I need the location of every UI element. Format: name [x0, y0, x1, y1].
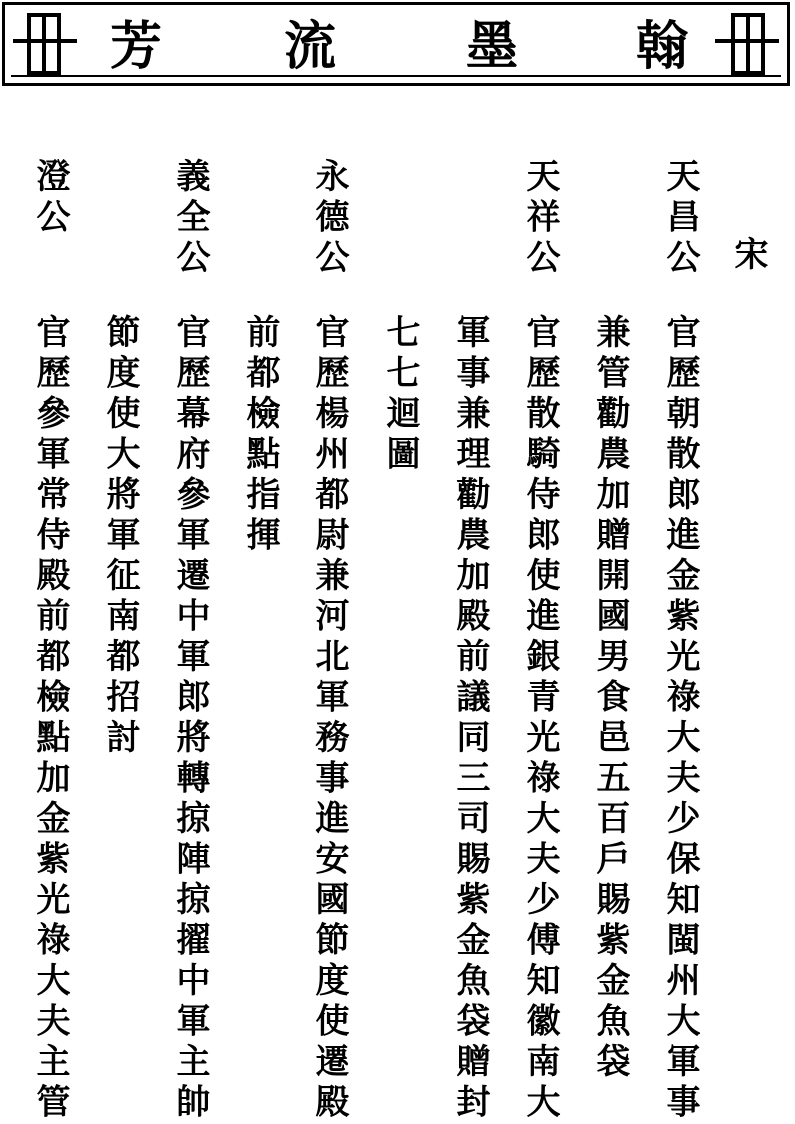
title-char-2: 流	[283, 16, 336, 77]
title-char-3: 墨	[465, 16, 518, 77]
bio-column-5: 七七迴圖	[380, 314, 420, 476]
bio-column-1: 官歷朝散郎進金紫光祿大夫少保知閩州大軍事	[660, 314, 700, 1124]
fret-ornament-right-icon	[713, 11, 781, 75]
bio-column-9: 節度使大將軍征南都招討	[100, 314, 140, 760]
fret-ornament-left-icon	[11, 11, 79, 75]
person-name-4: 義全公	[170, 158, 210, 280]
person-name-5: 澄公	[30, 158, 70, 239]
bio-column-7: 前都檢點指揮	[240, 314, 280, 557]
bio-column-6: 官歷楊州都尉兼河北軍務事進安國節度使遷殿	[309, 314, 349, 1124]
title-char-4: 翰	[635, 16, 688, 77]
person-name-1: 天昌公	[660, 158, 700, 280]
bio-column-3: 官歷散騎侍郎使進銀青光祿大夫少傅知徽南大	[520, 314, 560, 1124]
person-name-3: 永德公	[309, 158, 349, 280]
title-banner	[2, 2, 790, 86]
bio-column-10: 官歷參軍常侍殿前都檢點加金紫光祿大夫主管	[30, 314, 70, 1124]
bio-column-4: 軍事兼理勸農加殿前議同三司賜紫金魚袋贈封	[450, 314, 490, 1124]
title-char-1: 芳	[109, 16, 162, 77]
bio-column-8: 官歷幕府參軍遷中軍郎將轉掠陣掠擢中軍主帥	[170, 314, 210, 1124]
person-name-2: 天祥公	[520, 158, 560, 280]
dynasty-label: 宋	[728, 236, 768, 277]
bio-column-2: 兼管勸農加贈開國男食邑五百戶賜紫金魚袋	[590, 314, 630, 1084]
banner-rule	[11, 75, 781, 77]
